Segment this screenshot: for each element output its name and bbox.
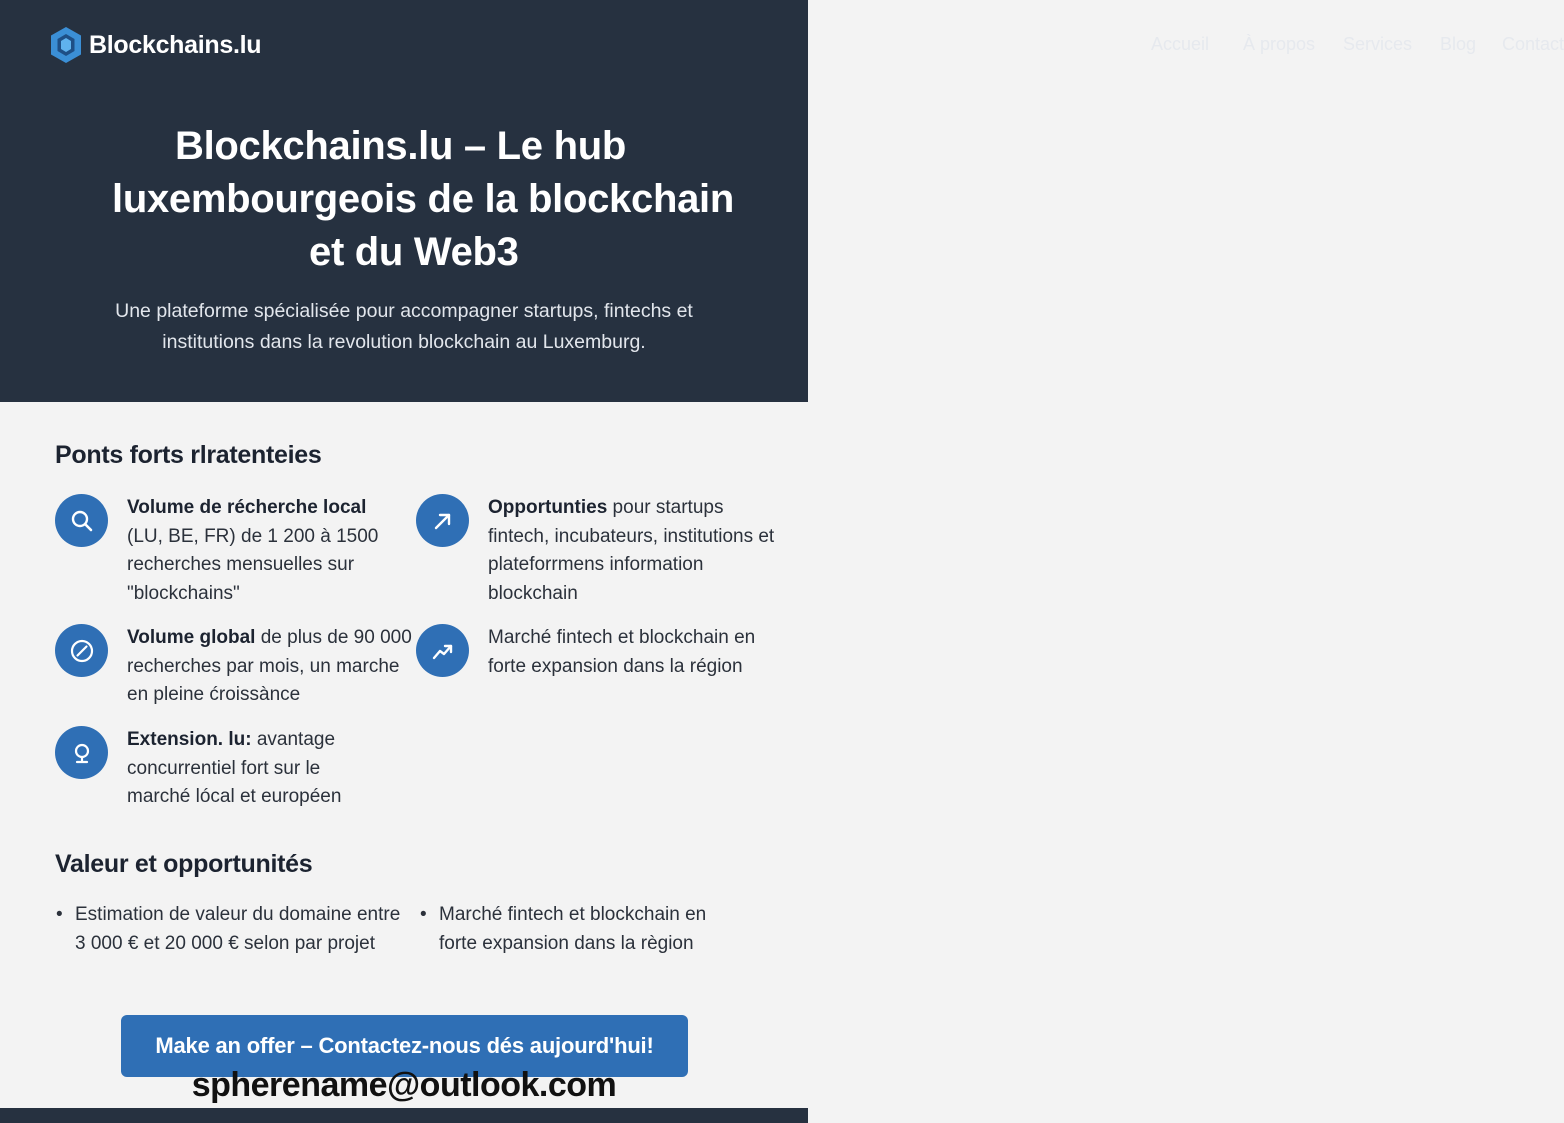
hero-subtitle bbox=[0, 296, 808, 358]
list-item: • Estimation de valeur du domaine entre 3 000 € et 20 000 € selon par projet bbox=[56, 904, 401, 954]
nav-services[interactable]: Services bbox=[1343, 34, 1413, 54]
hexagon-logo-icon bbox=[49, 26, 83, 64]
title-line-2: luxembourgeois de la blockchain bbox=[112, 177, 734, 221]
title-line-1: Blockchains.lu – Le hub bbox=[175, 124, 626, 168]
feature-text: Marché fintech et blockchain en forte expansion dans la région bbox=[488, 627, 756, 677]
subtitle-line-1: Une plateforme spécialisée pour accompagner startups, fintechs et bbox=[115, 300, 693, 322]
site-logo[interactable] bbox=[49, 26, 261, 64]
title-line-3: et du Web3 bbox=[309, 230, 519, 274]
nav-accueil[interactable]: Accueil bbox=[1151, 34, 1210, 54]
nav-contact[interactable]: Contact bbox=[1502, 34, 1564, 54]
make-offer-button[interactable]: Make an offer – Contactez-nous dés aujourd'hui! bbox=[121, 1015, 688, 1077]
compass-icon bbox=[55, 624, 108, 677]
search-icon bbox=[55, 494, 108, 547]
contact-email[interactable]: spherename@outlook.com bbox=[191, 1066, 617, 1104]
footer-bar bbox=[0, 1108, 808, 1123]
nav-a-propos[interactable]: À propos bbox=[1243, 34, 1316, 54]
list-item: • Marché fintech et blockchain en forte expansion dans la règion bbox=[420, 904, 707, 954]
strengths-title: Ponts forts rlratenteies bbox=[55, 441, 322, 469]
hero-header bbox=[0, 0, 1564, 402]
nav-blog[interactable]: Blog bbox=[1440, 34, 1477, 54]
arrow-up-right-icon bbox=[416, 494, 469, 547]
logo-text: Blockchains.lu bbox=[89, 30, 262, 59]
feature-item bbox=[55, 726, 375, 812]
location-pin-icon bbox=[55, 726, 108, 779]
feature-item bbox=[55, 494, 405, 608]
feature-text: Volume de récherche local (LU, BE, FR) de 1 200 à 1500 recherches mensuelles sur "blockchains" bbox=[127, 497, 379, 604]
feature-text: Opportunties pour startups fintech, incubateurs, institutions et plateforrmens information blockchain bbox=[488, 497, 775, 604]
subtitle-line-2: institutions dans la revolution blockchain au Luxemburg. bbox=[162, 331, 646, 353]
trend-up-icon bbox=[416, 624, 469, 677]
feature-text: Extension. lu: avantage concurrentiel fort sur le marché lócal et européen bbox=[127, 729, 342, 807]
feature-item bbox=[416, 624, 776, 681]
feature-item bbox=[416, 494, 776, 608]
feature-item bbox=[55, 624, 415, 710]
value-title: Valeur et opportunités bbox=[55, 850, 313, 878]
feature-text: Volume global de plus de 90 000 recherches par mois, un marche en pleine ćroissànce bbox=[127, 627, 412, 705]
